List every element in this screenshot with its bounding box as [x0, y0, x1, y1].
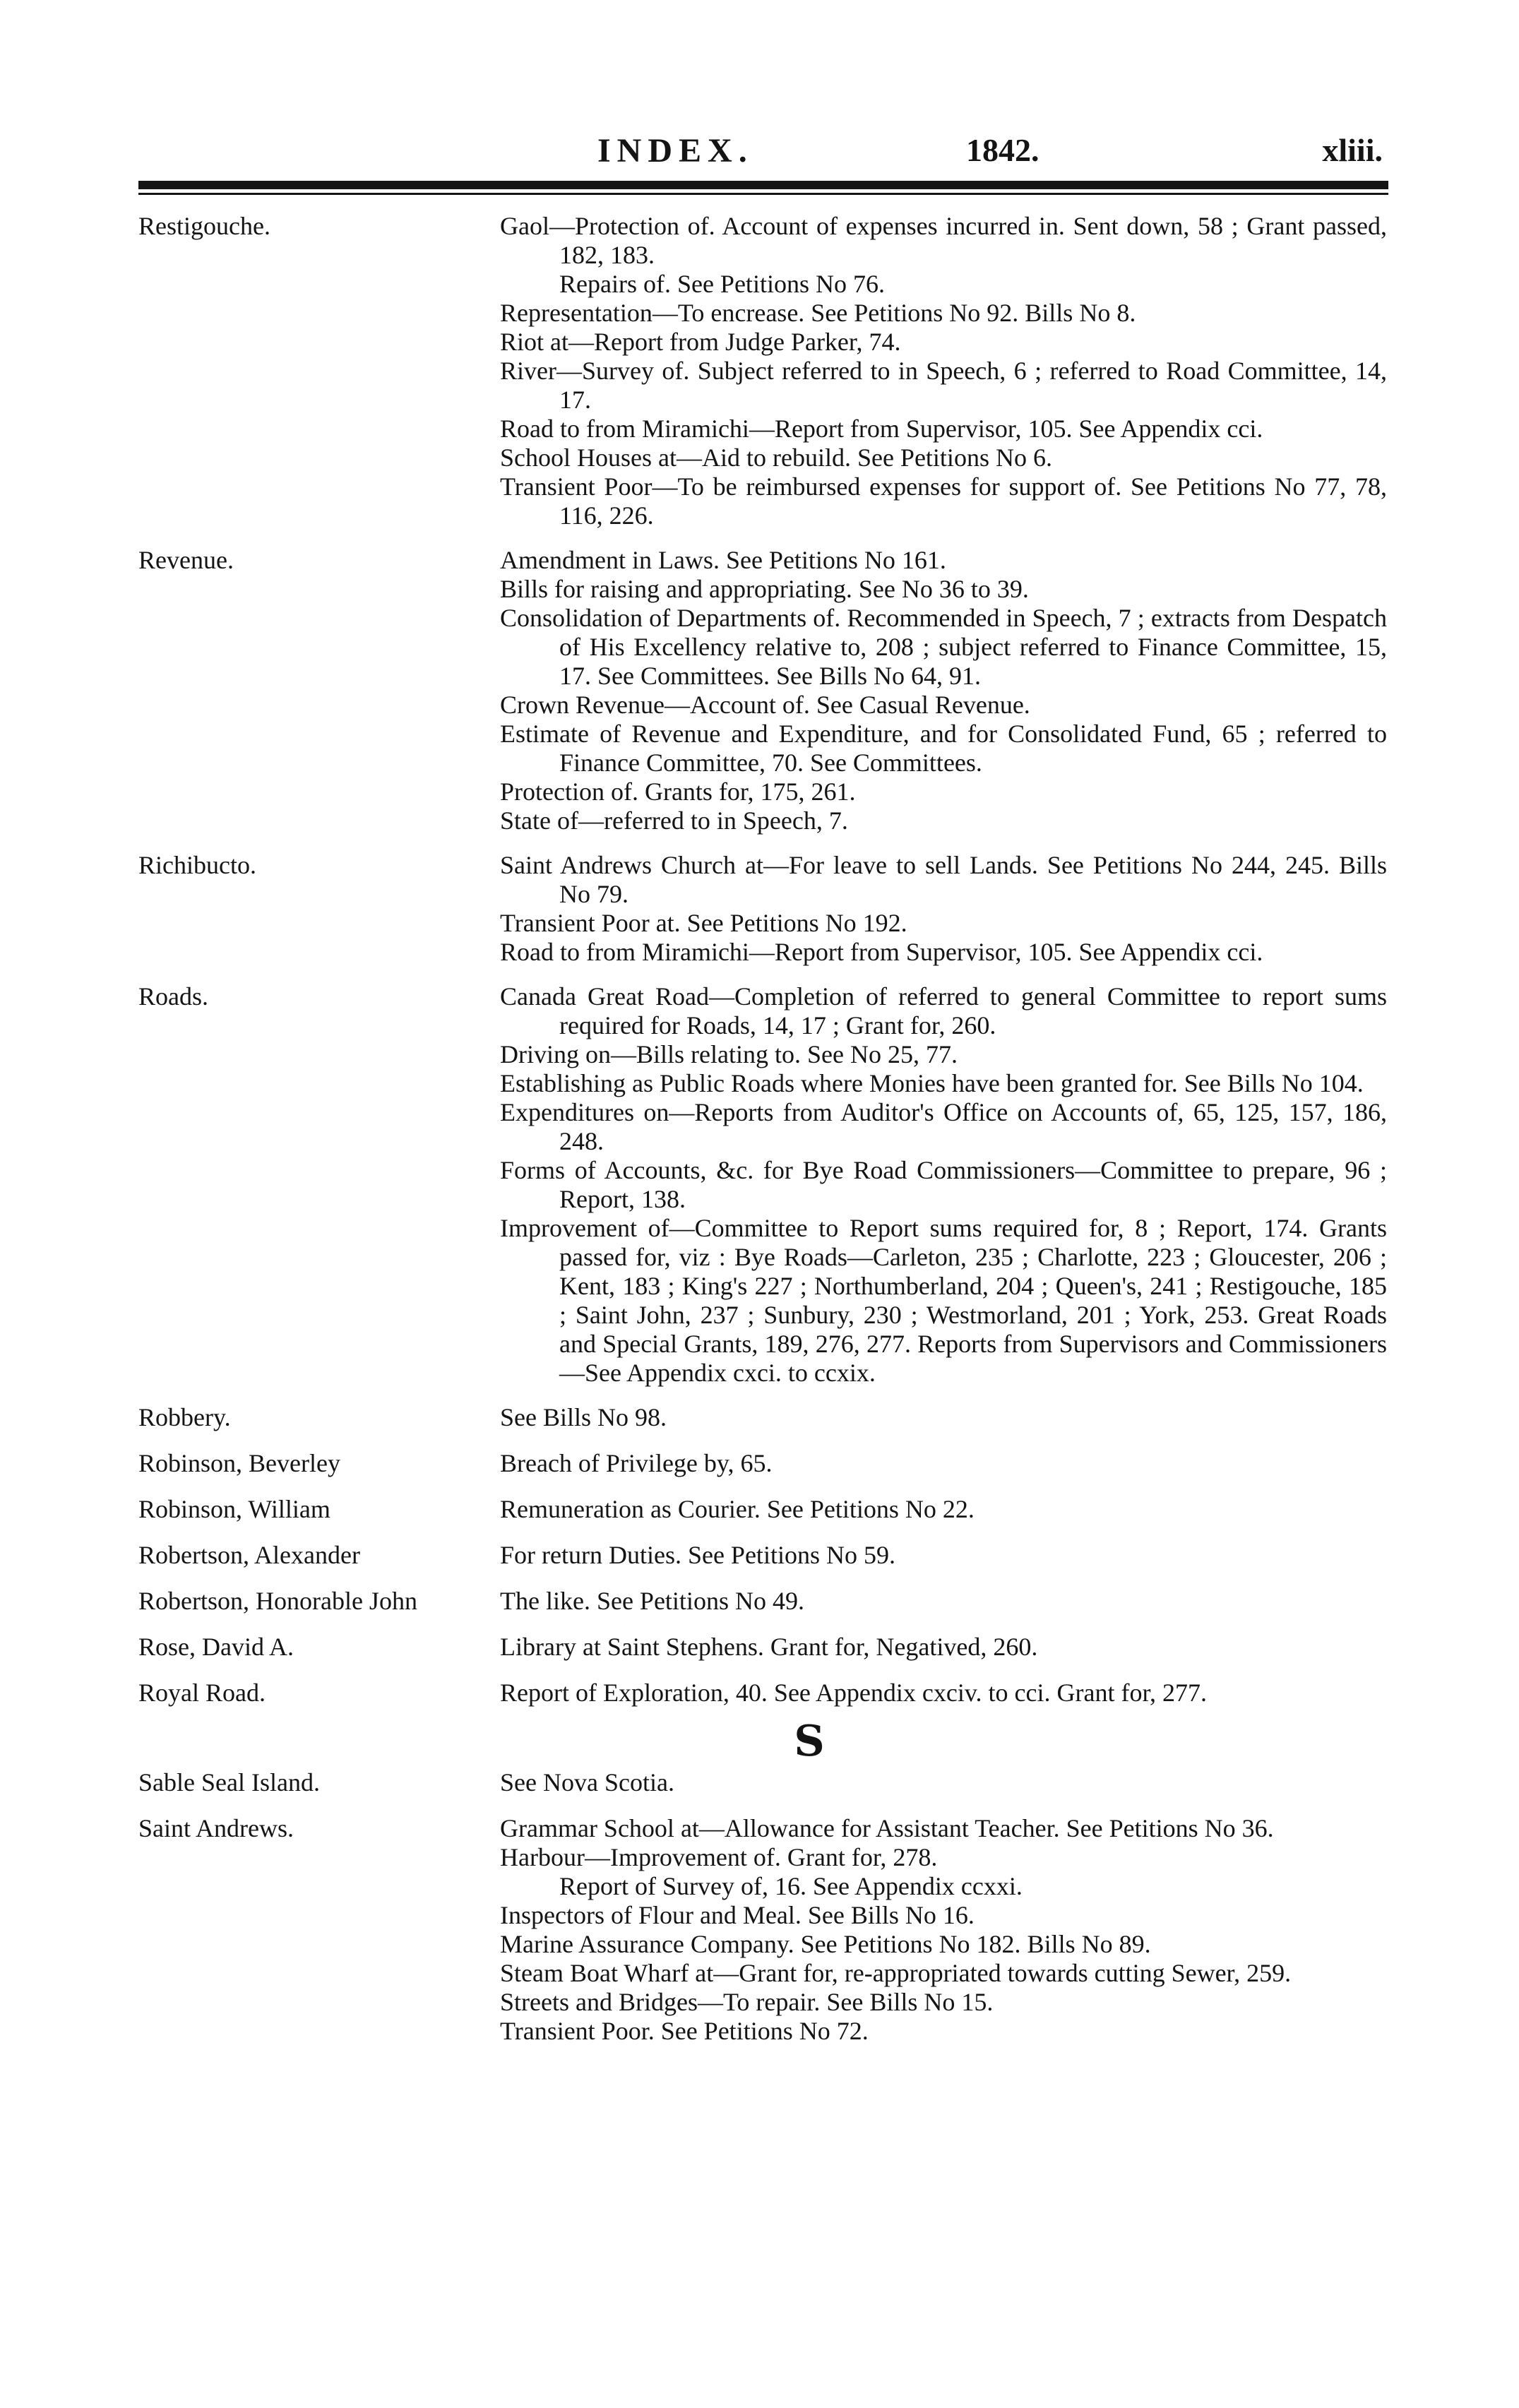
- entry-subentry: Protection of. Grants for, 175, 261.: [500, 777, 856, 806]
- entry-subentry: Amendment in Laws. See Petitions No 161.: [500, 546, 946, 574]
- page-number: xliii.: [1322, 132, 1383, 168]
- entry-subentry: Driving on—Bills relating to. See No 25, 77.: [500, 1040, 958, 1068]
- entry-subentry: Transient Poor at. See Petitions No 192.: [500, 909, 907, 937]
- entry-subentry: Remuneration as Courier. See Petitions No 22.: [500, 1495, 975, 1523]
- entry-heading: Rose, David A.: [138, 1633, 294, 1661]
- index-entry: [138, 1587, 1388, 1616]
- entry-subentry: Grammar School at—Allowance for Assistant Teacher. See Petitions No 36.: [500, 1814, 1274, 1842]
- entry-subentry: Riot at—Report from Judge Parker, 74.: [500, 328, 901, 356]
- index-entry: [138, 1495, 1388, 1524]
- index-entry: [138, 1679, 1388, 1707]
- header-title: INDEX.: [597, 132, 753, 169]
- entry-subentry: Estimate of Revenue and Expenditure, and for Consolidated Fund, 65 ; referred to Finance Committee, 70. See Committees.: [500, 720, 1387, 777]
- index-entry: [138, 1633, 1388, 1662]
- entry-subentry: For return Duties. See Petitions No 59.: [500, 1541, 895, 1569]
- entry-subentry: Steam Boat Wharf at—Grant for, re-appropriated towards cutting Sewer, 259.: [500, 1959, 1292, 1987]
- entry-heading: Royal Road.: [138, 1679, 266, 1707]
- entry-subentries: [500, 1403, 1387, 1432]
- entry-subentry: The like. See Petitions No 49.: [500, 1587, 804, 1615]
- index-entry: [138, 1814, 1388, 2046]
- entry-subentry: See Nova Scotia.: [500, 1768, 674, 1796]
- entry-subentry: Transient Poor. See Petitions No 72.: [500, 2017, 869, 2045]
- entry-heading: Robertson, Honorable John: [138, 1587, 417, 1615]
- running-header: [138, 113, 1388, 177]
- entry-subentry: Establishing as Public Roads where Monies have been granted for. See Bills No 104.: [500, 1069, 1364, 1097]
- entry-subentry: Expenditures on—Reports from Auditor's Office on Accounts of, 65, 125, 157, 186, 248.: [500, 1098, 1387, 1155]
- entry-subentries: [500, 1587, 1387, 1616]
- entry-heading: Richibucto.: [138, 851, 256, 879]
- entry-subentry: Streets and Bridges—To repair. See Bills No 15.: [500, 1988, 994, 2016]
- index-entry: [138, 1541, 1388, 1570]
- entry-subentries: [500, 851, 1387, 967]
- entry-subentries: [500, 1541, 1387, 1570]
- entry-subentry: Forms of Accounts, &c. for Bye Road Commissioners—Committee to prepare, 96 ; Report, 138.: [500, 1156, 1387, 1213]
- entry-subentries: [500, 982, 1387, 1388]
- index-entry: [138, 1449, 1388, 1478]
- entry-subentry: Harbour—Improvement of. Grant for, 278.: [500, 1843, 938, 1871]
- entry-subentries: [500, 1679, 1387, 1707]
- entry-heading: Roads.: [138, 982, 208, 1011]
- entry-subentries: [500, 1814, 1387, 2046]
- entry-heading: Restigouche.: [138, 212, 270, 240]
- entry-heading: Sable Seal Island.: [138, 1768, 320, 1796]
- entry-subentries: [500, 546, 1387, 835]
- header-rule-thin: [138, 193, 1388, 195]
- entry-subentry: Gaol—Protection of. Account of expenses incurred in. Sent down, 58 ; Grant passed, 182, 183.: [500, 212, 1387, 269]
- entry-subentries: [500, 1633, 1387, 1662]
- entry-subentry: Report of Survey of, 16. See Appendix ccxxi.: [559, 1872, 1023, 1900]
- entry-subentry: Inspectors of Flour and Meal. See Bills No 16.: [500, 1901, 975, 1929]
- entry-heading: Robinson, Beverley: [138, 1449, 340, 1477]
- entry-subentries: [500, 1768, 1387, 1797]
- index-body: [138, 212, 1388, 2061]
- entry-subentries: [500, 1495, 1387, 1524]
- entry-subentry: Bills for raising and appropriating. See No 36 to 39.: [500, 575, 1029, 603]
- entry-subentry: School Houses at—Aid to rebuild. See Petitions No 6.: [500, 443, 1052, 472]
- entry-subentry: Road to from Miramichi—Report from Supervisor, 105. See Appendix cci.: [500, 415, 1263, 443]
- entry-subentry: Repairs of. See Petitions No 76.: [559, 270, 885, 298]
- entry-subentries: [500, 1449, 1387, 1478]
- entry-subentry: Road to from Miramichi—Report from Supervisor, 105. See Appendix cci.: [500, 938, 1263, 966]
- entry-subentry: Transient Poor—To be reimbursed expenses for support of. See Petitions No 77, 78, 116, 226.: [500, 472, 1387, 530]
- entry-subentries: [500, 212, 1387, 530]
- index-entry: [138, 546, 1388, 835]
- entry-subentry: Improvement of—Committee to Report sums required for, 8 ; Report, 174. Grants passed for, viz : Bye Roads—Carleton, 235 ; Charlotte, 223 ; Gloucester, 206 ; Kent, 183 ; King's 227 ; Northumberland, 204 ; Queen's, 241 ; Restigouche, 185 ; Saint John, 237 ; Sunbury, 230 ; Westmorland, 201 ; York, 253. Great Roads and Special Grants, 189, 276, 277. Reports from Supervisors and Commissioners—See Appendix cxci. to ccxix.: [500, 1214, 1387, 1387]
- entry-heading: Robbery.: [138, 1403, 231, 1431]
- entry-heading: Revenue.: [138, 546, 234, 574]
- entry-subentry: River—Survey of. Subject referred to in Speech, 6 ; referred to Road Committee, 14, 17.: [500, 357, 1387, 414]
- entry-subentry: Report of Exploration, 40. See Appendix cxciv. to cci. Grant for, 277.: [500, 1679, 1207, 1707]
- index-entry: [138, 1403, 1388, 1432]
- entry-subentry: Saint Andrews Church at—For leave to sell Lands. See Petitions No 244, 245. Bills No 79.: [500, 851, 1387, 908]
- entry-heading: Saint Andrews.: [138, 1814, 294, 1842]
- entry-heading: Robertson, Alexander: [138, 1541, 360, 1569]
- section-letter: S: [794, 1717, 825, 1766]
- entry-subentry: Library at Saint Stephens. Grant for, Negatived, 260.: [500, 1633, 1038, 1661]
- entry-subentry: Consolidation of Departments of. Recommended in Speech, 7 ; extracts from Despatch of His Excellency relative to, 208 ; subject referred to Finance Committee, 15, 17. See Committees. See Bills No 64, 91.: [500, 604, 1387, 690]
- index-entry: [138, 212, 1388, 530]
- header-year: 1842.: [966, 132, 1040, 168]
- entry-subentry: Crown Revenue—Account of. See Casual Revenue.: [500, 691, 1030, 719]
- entry-heading: Robinson, William: [138, 1495, 330, 1523]
- header-rule-thick: [138, 181, 1388, 189]
- entry-subentry: Breach of Privilege by, 65.: [500, 1449, 773, 1477]
- entry-subentry: See Bills No 98.: [500, 1403, 667, 1431]
- index-entry: [138, 982, 1388, 1388]
- entry-subentry: Marine Assurance Company. See Petitions No 182. Bills No 89.: [500, 1930, 1151, 1958]
- entry-subentry: Canada Great Road—Completion of referred to general Committee to report sums required for Roads, 14, 17 ; Grant for, 260.: [500, 982, 1387, 1039]
- index-entry: [138, 1768, 1388, 1797]
- entry-subentry: State of—referred to in Speech, 7.: [500, 806, 848, 835]
- entry-subentry: Representation—To encrease. See Petitions No 92. Bills No 8.: [500, 299, 1136, 327]
- index-entry: [138, 851, 1388, 967]
